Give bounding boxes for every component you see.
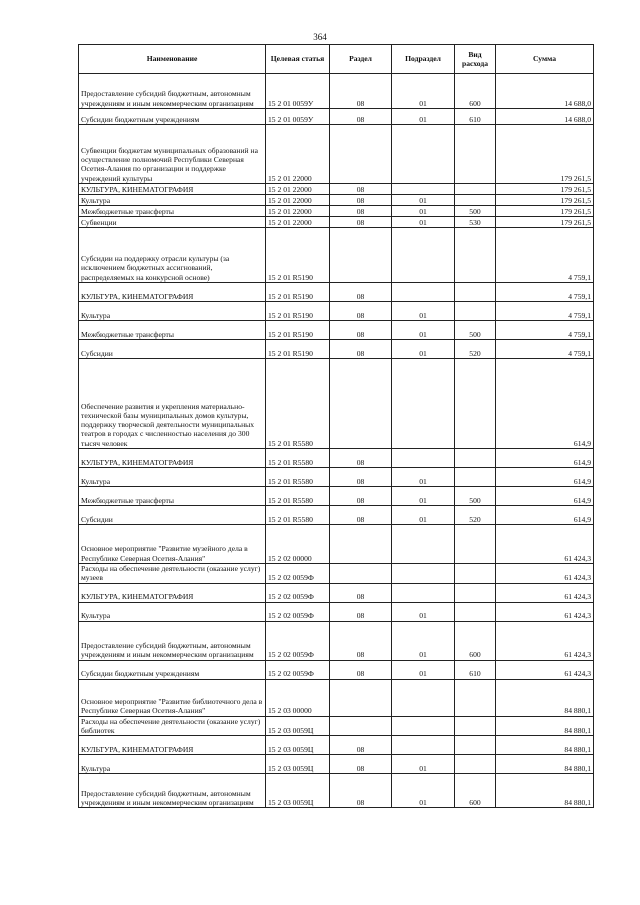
- budget-table: [78, 44, 594, 808]
- row-name-text: Субсидии бюджетным учреждениям: [81, 669, 200, 679]
- table-row: [79, 602, 594, 621]
- header-amount: Сумма: [496, 45, 594, 74]
- row-name: [79, 359, 266, 449]
- row-amount: 179 261,5: [496, 125, 594, 184]
- table-row: [79, 302, 594, 321]
- row-subsection: [392, 449, 455, 468]
- row-expense-type: [455, 125, 496, 184]
- row-subsection: 01: [392, 506, 455, 525]
- row-subsection: [392, 564, 455, 584]
- row-target: 15 2 01 0059У: [266, 74, 330, 109]
- table-row: [79, 736, 594, 755]
- row-expense-type: 500: [455, 321, 496, 340]
- row-expense-type: [455, 716, 496, 736]
- header-name: Наименование: [79, 45, 266, 74]
- row-expense-type: [455, 468, 496, 487]
- row-expense-type: 500: [455, 487, 496, 506]
- row-subsection: 01: [392, 340, 455, 359]
- row-name: [79, 525, 266, 564]
- row-section: 08: [330, 340, 392, 359]
- row-expense-type: 520: [455, 506, 496, 525]
- row-expense-type: 520: [455, 340, 496, 359]
- row-section: [330, 525, 392, 564]
- row-subsection: 01: [392, 755, 455, 774]
- table-row: [79, 184, 594, 195]
- row-target: 15 2 01 R5580: [266, 449, 330, 468]
- row-amount: 179 261,5: [496, 184, 594, 195]
- row-subsection: 01: [392, 487, 455, 506]
- row-name-text: КУЛЬТУРА, КИНЕМАТОГРАФИЯ: [81, 291, 194, 301]
- row-target: 15 2 02 0059Ф: [266, 564, 330, 584]
- row-expense-type: [455, 755, 496, 774]
- row-amount: 4 759,1: [496, 302, 594, 321]
- row-section: 08: [330, 449, 392, 468]
- row-expense-type: 500: [455, 206, 496, 217]
- row-subsection: 01: [392, 195, 455, 206]
- row-subsection: [392, 125, 455, 184]
- row-name-text: Субвенции бюджетам муниципальных образований на осуществление полномочий Республики Северная Осетия-Алания по организации и поддержке учреждений культуры: [81, 145, 258, 183]
- table-row: [79, 449, 594, 468]
- row-subsection: 01: [392, 321, 455, 340]
- row-target: 15 2 03 0059Ц: [266, 716, 330, 736]
- row-name-text: Культура: [81, 195, 111, 205]
- table-row: [79, 525, 594, 564]
- row-name: [79, 449, 266, 468]
- row-amount: 614,9: [496, 506, 594, 525]
- row-expense-type: 610: [455, 660, 496, 679]
- row-name-text: Межбюджетные трансферты: [81, 495, 174, 505]
- row-expense-type: 600: [455, 621, 496, 660]
- row-name: [79, 217, 266, 228]
- row-section: [330, 679, 392, 716]
- row-subsection: [392, 525, 455, 564]
- row-name-text: Субсидии на поддержку отрасли культуры (за исключением бюджетных ассигнований, распределяемых на конкурсной основе): [81, 254, 230, 282]
- row-amount: 61 424,3: [496, 602, 594, 621]
- row-name: [79, 583, 266, 602]
- row-target: 15 2 01 R5580: [266, 487, 330, 506]
- row-name: [79, 184, 266, 195]
- row-subsection: 01: [392, 74, 455, 109]
- row-section: 08: [330, 621, 392, 660]
- header-section: Раздел: [330, 45, 392, 74]
- row-name: [79, 774, 266, 808]
- row-name-text: Культура: [81, 763, 111, 773]
- row-name-text: Основное мероприятие "Развитие библиотечного дела в Республике Северная Осетия-Алания": [81, 697, 263, 716]
- table-row: [79, 564, 594, 584]
- row-name-text: Обеспечение развития и укрепления материально-технической базы муниципальных домов культуры, поддержку творческой деятельности муниципальных театров в городах с численностью населения до 300 тысяч человек: [81, 401, 255, 448]
- row-name-text: Субсидии: [81, 348, 113, 358]
- row-section: 08: [330, 583, 392, 602]
- row-section: [330, 716, 392, 736]
- row-name-text: Субсидии бюджетным учреждениям: [81, 114, 200, 124]
- table-row: [79, 716, 594, 736]
- row-section: 08: [330, 602, 392, 621]
- row-amount: 14 688,0: [496, 109, 594, 125]
- table-row: [79, 583, 594, 602]
- row-target: 15 2 03 0059Ц: [266, 755, 330, 774]
- table-row: [79, 321, 594, 340]
- row-expense-type: [455, 184, 496, 195]
- row-expense-type: [455, 602, 496, 621]
- row-expense-type: [455, 449, 496, 468]
- row-name: [79, 506, 266, 525]
- table-row: [79, 217, 594, 228]
- row-amount: 179 261,5: [496, 206, 594, 217]
- table-row: [79, 468, 594, 487]
- row-name-text: Предоставление субсидий бюджетным, автономным учреждениям и иным некоммерческим организациям: [81, 641, 254, 660]
- table-row: [79, 679, 594, 716]
- row-section: 08: [330, 302, 392, 321]
- table-row: [79, 74, 594, 109]
- row-name: [79, 228, 266, 283]
- table-row: [79, 660, 594, 679]
- row-section: 08: [330, 321, 392, 340]
- row-name-text: Культура: [81, 476, 111, 486]
- table-row: [79, 621, 594, 660]
- row-amount: 61 424,3: [496, 583, 594, 602]
- row-name-text: КУЛЬТУРА, КИНЕМАТОГРАФИЯ: [81, 457, 194, 467]
- row-subsection: 01: [392, 109, 455, 125]
- header-subsection: Подраздел: [392, 45, 455, 74]
- row-expense-type: [455, 283, 496, 302]
- table-row: [79, 206, 594, 217]
- row-section: 08: [330, 184, 392, 195]
- row-target: 15 2 01 22000: [266, 195, 330, 206]
- row-name: [79, 302, 266, 321]
- row-name: [79, 74, 266, 109]
- header-expense-type: Вид расхода: [455, 45, 496, 74]
- row-target: 15 2 02 0059Ф: [266, 602, 330, 621]
- row-subsection: 01: [392, 206, 455, 217]
- row-section: 08: [330, 755, 392, 774]
- row-section: [330, 359, 392, 449]
- row-subsection: [392, 583, 455, 602]
- row-amount: 614,9: [496, 449, 594, 468]
- row-subsection: 01: [392, 602, 455, 621]
- row-target: 15 2 01 22000: [266, 206, 330, 217]
- row-target: 15 2 03 0059Ц: [266, 774, 330, 808]
- row-expense-type: [455, 195, 496, 206]
- row-target: 15 2 01 0059У: [266, 109, 330, 125]
- row-section: 08: [330, 206, 392, 217]
- row-target: 15 2 01 R5580: [266, 359, 330, 449]
- row-subsection: [392, 716, 455, 736]
- row-name: [79, 736, 266, 755]
- row-section: 08: [330, 195, 392, 206]
- table-row: [79, 774, 594, 808]
- row-target: 15 2 01 22000: [266, 184, 330, 195]
- row-section: 08: [330, 74, 392, 109]
- row-target: 15 2 02 00000: [266, 525, 330, 564]
- row-subsection: [392, 736, 455, 755]
- header-target: Целевая статья: [266, 45, 330, 74]
- row-name-text: Межбюджетные трансферты: [81, 329, 174, 339]
- row-name-text: Расходы на обеспечение деятельности (оказание услуг) музеев: [81, 564, 261, 583]
- row-name: [79, 716, 266, 736]
- row-section: 08: [330, 660, 392, 679]
- row-amount: 614,9: [496, 487, 594, 506]
- row-amount: 614,9: [496, 359, 594, 449]
- row-amount: 4 759,1: [496, 228, 594, 283]
- row-section: 08: [330, 487, 392, 506]
- row-name: [79, 564, 266, 584]
- table-row: [79, 125, 594, 184]
- row-name: [79, 340, 266, 359]
- row-section: [330, 564, 392, 584]
- row-name: [79, 321, 266, 340]
- row-amount: 4 759,1: [496, 321, 594, 340]
- row-amount: 14 688,0: [496, 74, 594, 109]
- table-row: [79, 359, 594, 449]
- row-target: 15 2 03 00000: [266, 679, 330, 716]
- row-target: 15 2 01 R5190: [266, 228, 330, 283]
- row-target: 15 2 01 R5190: [266, 321, 330, 340]
- row-section: 08: [330, 468, 392, 487]
- row-amount: 84 880,1: [496, 774, 594, 808]
- row-name: [79, 621, 266, 660]
- row-amount: 179 261,5: [496, 195, 594, 206]
- row-target: 15 2 02 0059Ф: [266, 621, 330, 660]
- row-target: 15 2 01 R5190: [266, 340, 330, 359]
- row-target: 15 2 01 22000: [266, 125, 330, 184]
- row-name: [79, 755, 266, 774]
- row-expense-type: [455, 228, 496, 283]
- table-row: [79, 506, 594, 525]
- row-name-text: КУЛЬТУРА, КИНЕМАТОГРАФИЯ: [81, 592, 194, 602]
- row-subsection: 01: [392, 774, 455, 808]
- table-header-row: [79, 45, 594, 74]
- row-amount: 61 424,3: [496, 660, 594, 679]
- row-section: 08: [330, 736, 392, 755]
- row-amount: 614,9: [496, 468, 594, 487]
- row-target: 15 2 01 22000: [266, 217, 330, 228]
- row-expense-type: 600: [455, 774, 496, 808]
- row-section: 08: [330, 283, 392, 302]
- row-section: [330, 125, 392, 184]
- row-subsection: [392, 228, 455, 283]
- row-section: [330, 228, 392, 283]
- row-expense-type: [455, 679, 496, 716]
- row-section: 08: [330, 217, 392, 228]
- row-expense-type: [455, 736, 496, 755]
- row-subsection: 01: [392, 660, 455, 679]
- row-expense-type: [455, 525, 496, 564]
- row-target: 15 2 01 R5580: [266, 506, 330, 525]
- row-amount: 84 880,1: [496, 679, 594, 716]
- table-row: [79, 755, 594, 774]
- row-subsection: 01: [392, 468, 455, 487]
- row-name: [79, 283, 266, 302]
- row-section: 08: [330, 774, 392, 808]
- row-name: [79, 206, 266, 217]
- row-amount: 61 424,3: [496, 564, 594, 584]
- row-amount: 61 424,3: [496, 525, 594, 564]
- row-section: 08: [330, 109, 392, 125]
- row-name: [79, 468, 266, 487]
- row-subsection: [392, 184, 455, 195]
- table-body: [79, 74, 594, 808]
- row-name-text: Культура: [81, 611, 111, 621]
- row-amount: 84 880,1: [496, 716, 594, 736]
- page-number: 364: [313, 32, 327, 42]
- row-amount: 84 880,1: [496, 755, 594, 774]
- row-name-text: КУЛЬТУРА, КИНЕМАТОГРАФИЯ: [81, 744, 194, 754]
- table-row: [79, 228, 594, 283]
- row-target: 15 2 03 0059Ц: [266, 736, 330, 755]
- row-expense-type: [455, 359, 496, 449]
- row-amount: 84 880,1: [496, 736, 594, 755]
- table-row: [79, 195, 594, 206]
- row-target: 15 2 01 R5190: [266, 302, 330, 321]
- table-row: [79, 283, 594, 302]
- row-expense-type: 600: [455, 74, 496, 109]
- row-subsection: [392, 679, 455, 716]
- row-name: [79, 125, 266, 184]
- row-subsection: [392, 283, 455, 302]
- row-name: [79, 487, 266, 506]
- row-subsection: [392, 359, 455, 449]
- row-target: 15 2 01 R5190: [266, 283, 330, 302]
- row-name: [79, 660, 266, 679]
- row-name: [79, 679, 266, 716]
- row-subsection: 01: [392, 302, 455, 321]
- row-name-text: Субвенции: [81, 217, 117, 227]
- row-name-text: Субсидии: [81, 514, 113, 524]
- row-expense-type: [455, 564, 496, 584]
- table-row: [79, 109, 594, 125]
- row-amount: 4 759,1: [496, 283, 594, 302]
- row-subsection: 01: [392, 621, 455, 660]
- row-name: [79, 195, 266, 206]
- row-name: [79, 602, 266, 621]
- row-target: 15 2 01 R5580: [266, 468, 330, 487]
- table-row: [79, 340, 594, 359]
- row-name-text: Расходы на обеспечение деятельности (оказание услуг) библиотек: [81, 716, 261, 735]
- table-row: [79, 487, 594, 506]
- row-expense-type: [455, 302, 496, 321]
- row-section: 08: [330, 506, 392, 525]
- row-amount: 4 759,1: [496, 340, 594, 359]
- row-amount: 179 261,5: [496, 217, 594, 228]
- row-subsection: 01: [392, 217, 455, 228]
- row-name-text: КУЛЬТУРА, КИНЕМАТОГРАФИЯ: [81, 184, 194, 194]
- row-amount: 61 424,3: [496, 621, 594, 660]
- row-expense-type: 610: [455, 109, 496, 125]
- row-expense-type: [455, 583, 496, 602]
- row-name: [79, 109, 266, 125]
- row-name-text: Культура: [81, 310, 111, 320]
- row-target: 15 2 02 0059Ф: [266, 660, 330, 679]
- row-name-text: Основное мероприятие "Развитие музейного дела в Республике Северная Осетия-Алания": [81, 544, 248, 563]
- row-name-text: Предоставление субсидий бюджетным, автономным учреждениям и иным некоммерческим организациям: [81, 89, 254, 108]
- row-target: 15 2 02 0059Ф: [266, 583, 330, 602]
- row-name-text: Предоставление субсидий бюджетным, автономным учреждениям и иным некоммерческим организациям: [81, 788, 254, 807]
- row-name-text: Межбюджетные трансферты: [81, 206, 174, 216]
- row-expense-type: 530: [455, 217, 496, 228]
